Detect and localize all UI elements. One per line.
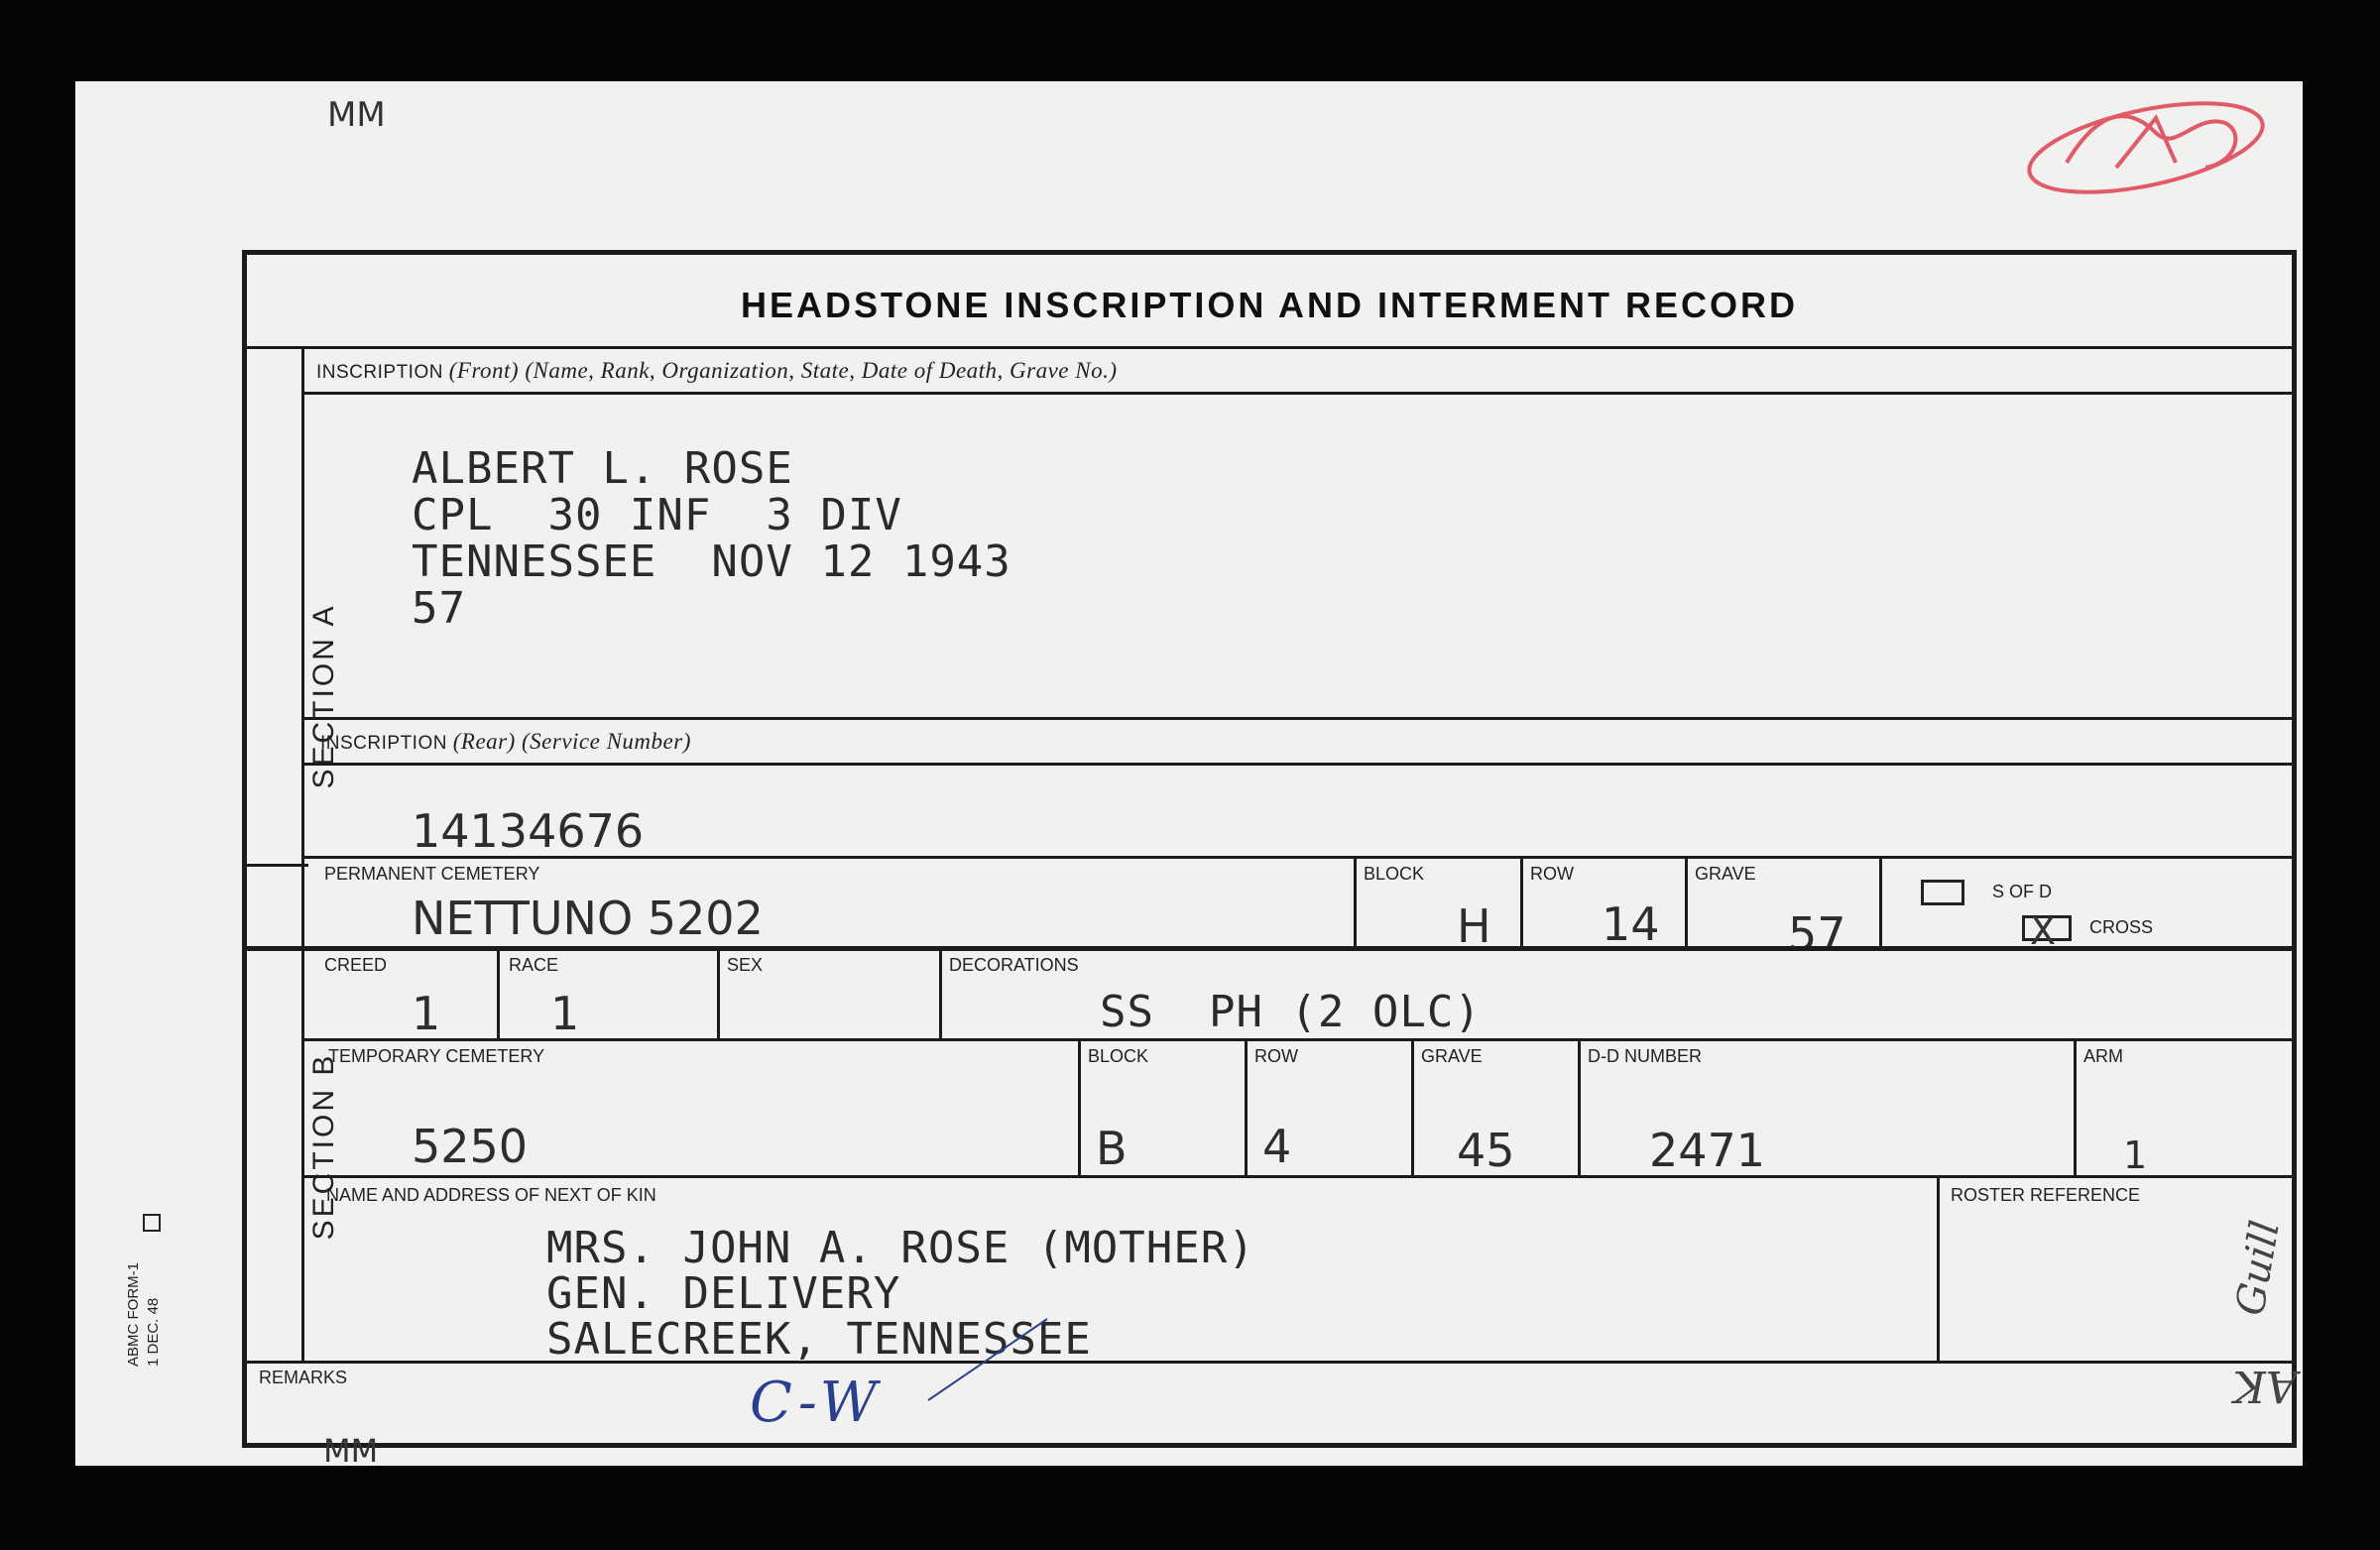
- inscription-front-line-2: CPL 30 INF 3 DIV: [412, 490, 902, 540]
- margin-note-a: Guill: [2227, 1217, 2289, 1319]
- roster-reference-label: ROSTER REFERENCE: [1951, 1185, 2141, 1205]
- race-value: 1: [550, 987, 580, 1040]
- permanent-grave-label: GRAVE: [1695, 864, 1756, 884]
- permanent-block-value: H: [1457, 899, 1491, 953]
- arm-label: ARM: [2083, 1046, 2123, 1066]
- form-title: HEADSTONE INSCRIPTION AND INTERMENT RECORD: [740, 285, 1799, 325]
- section-a-label: SECTION A: [307, 603, 340, 789]
- arm-value: 1: [2123, 1133, 2148, 1177]
- service-number: 14134676: [412, 804, 645, 858]
- permanent-row-value: 14: [1602, 897, 1660, 951]
- form-code-checkbox: [143, 1214, 161, 1232]
- temporary-row-value: 4: [1262, 1120, 1292, 1173]
- next-of-kin-label: NAME AND ADDRESS OF NEXT OF KIN: [326, 1185, 656, 1205]
- permanent-grave-value: 57: [1788, 907, 1846, 961]
- remarks-label: REMARKS: [259, 1368, 348, 1387]
- initials-top: MM: [327, 95, 386, 135]
- cross-check-mark: X: [2030, 909, 2057, 953]
- inscription-front-line-1: ALBERT L. ROSE: [412, 443, 793, 494]
- creed-label: CREED: [324, 955, 388, 975]
- permanent-cemetery-label: PERMANENT CEMETERY: [324, 864, 540, 884]
- inscription-front-label: INSCRIPTION (Front) (Name, Rank, Organization, State, Date of Death, Grave No.): [316, 358, 1118, 383]
- temporary-block-value: B: [1096, 1122, 1128, 1175]
- form-date: 1 DEC. 48: [145, 1297, 162, 1367]
- temporary-cemetery-value: 5250: [412, 1120, 529, 1173]
- next-of-kin-line-3: SALECREEK, TENNESSEE: [546, 1314, 1092, 1365]
- sex-label: SEX: [727, 955, 764, 975]
- cross-label: CROSS: [2089, 917, 2154, 937]
- temporary-cemetery-label: TEMPORARY CEMETERY: [328, 1046, 545, 1066]
- blue-pen-stroke: [918, 1311, 1057, 1410]
- decorations-label: DECORATIONS: [949, 955, 1079, 975]
- permanent-cemetery-value: NETTUNO 5202: [412, 892, 764, 945]
- inscription-front-line-3: TENNESSEE NOV 12 1943: [412, 537, 1012, 587]
- red-stamp: [2007, 93, 2295, 202]
- temporary-row-label: ROW: [1254, 1046, 1298, 1066]
- race-label: RACE: [509, 955, 559, 975]
- form-code: ABMC FORM-1: [125, 1262, 142, 1367]
- dd-number-value: 2471: [1649, 1124, 1766, 1177]
- dd-number-label: D-D NUMBER: [1588, 1046, 1702, 1066]
- decorations-value: SS PH (2 OLC): [1100, 987, 1482, 1037]
- handwritten-note: C-W: [750, 1371, 884, 1435]
- temporary-grave-value: 45: [1457, 1124, 1515, 1177]
- temporary-block-label: BLOCK: [1088, 1046, 1149, 1066]
- section-b-label: SECTION B: [307, 1052, 340, 1241]
- next-of-kin-line-2: GEN. DELIVERY: [546, 1268, 901, 1319]
- creed-value: 1: [412, 987, 441, 1040]
- sofd-checkbox[interactable]: [1921, 880, 1964, 905]
- inscription-front-line-4: 57: [412, 583, 466, 634]
- initials-bottom: MM: [323, 1432, 379, 1470]
- temporary-grave-label: GRAVE: [1421, 1046, 1483, 1066]
- permanent-block-label: BLOCK: [1364, 864, 1425, 884]
- sofd-label: S OF D: [1992, 882, 2053, 901]
- record-card: [75, 81, 2303, 1470]
- record-form: [242, 250, 2297, 1448]
- permanent-row-label: ROW: [1530, 864, 1574, 884]
- next-of-kin-line-1: MRS. JOHN A. ROSE (MOTHER): [546, 1223, 1255, 1273]
- inscription-rear-label: INSCRIPTION (Rear) (Service Number): [320, 729, 691, 754]
- margin-note-b: AK: [2233, 1361, 2298, 1411]
